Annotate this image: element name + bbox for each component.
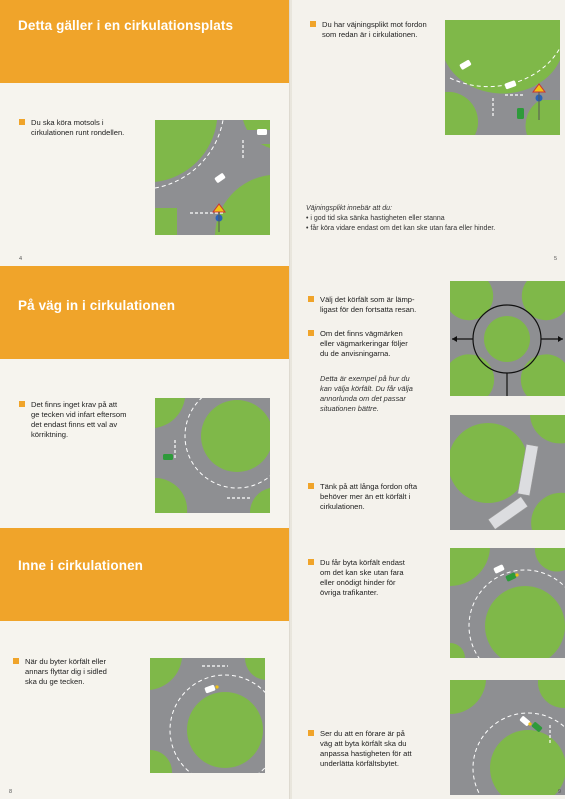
roundabout-illustration-2	[155, 398, 270, 513]
bullet-follow-signs: Om det finns vägmärken eller vägmarkeringar följer du de anvisningarna.	[308, 329, 448, 359]
section-band-1	[0, 0, 290, 83]
bullet-square-icon	[308, 296, 314, 302]
roundabout-illustration-adapt-speed	[450, 680, 565, 795]
yield-definition-item: • i god tid ska sänka hastigheten eller stanna	[306, 215, 445, 222]
bullet-square-icon	[19, 119, 25, 125]
section-heading-3: Inne i cirkulationen	[18, 558, 144, 573]
section-band-3	[0, 528, 290, 621]
bullet-signal-lane-change: När du byter körfält eller annars flyttar dig i sidled ska du ge tecken.	[13, 657, 148, 687]
bullet-square-icon	[19, 401, 25, 407]
bullet-long-vehicles: Tänk på att långa fordon ofta behöver mer än ett körfält i cirkulationen.	[308, 482, 448, 512]
bullet-square-icon	[13, 658, 19, 664]
page-number-9: 9	[558, 789, 562, 795]
yield-definition	[306, 204, 561, 234]
bullet-counterclockwise: Du ska köra motsols i cirkulationen runt rondellen.	[19, 118, 149, 138]
bullet-square-icon	[308, 730, 314, 736]
bullet-no-signal-required: Det finns inget krav på att ge tecken vid infart eftersom det endast finns ett val av körriktning.	[19, 400, 149, 440]
bullet-yield: Du har väjningsplikt mot fordon som redan är i cirkulationen.	[310, 20, 450, 40]
right-page	[292, 0, 565, 799]
roundabout-illustration-lanes	[450, 281, 565, 396]
bullet-square-icon	[308, 559, 314, 565]
section-heading-1: Detta gäller i en cirkulationsplats	[18, 18, 234, 33]
yield-definition-title: Väjningsplikt innebär att du:	[306, 205, 392, 212]
page-number-8: 8	[9, 789, 13, 795]
yield-definition-item: • får köra vidare endast om det kan ske utan fara eller hinder.	[306, 225, 496, 232]
page-number-5: 5	[554, 256, 558, 262]
bullet-square-icon	[308, 483, 314, 489]
roundabout-illustration-3	[150, 658, 265, 773]
bullet-adapt-speed: Ser du att en förare är på väg att byta körfält ska du anpassa hastigheten för att underlätta körfältsbytet.	[308, 729, 448, 769]
bullet-square-icon	[310, 21, 316, 27]
page-number-4: 4	[19, 256, 23, 262]
roundabout-illustration-1	[155, 120, 270, 235]
bullet-choose-lane: Välj det körfält som är lämp- ligast för den fortsatta resan.	[308, 295, 448, 315]
lane-choice-note: Detta är exempel på hur du kan välja körfält. Du får välja annorlunda om det passar situationen bättre.	[320, 374, 413, 413]
bullet-change-lane-safely: Du får byta körfält endast om det kan ske utan fara eller onödigt hinder för övriga trafikanter.	[308, 558, 448, 598]
section-heading-2: På väg in i cirkulationen	[18, 298, 176, 313]
section-band-2	[0, 266, 290, 359]
roundabout-illustration-lane-change	[450, 548, 565, 658]
roundabout-illustration-yield	[445, 20, 560, 135]
bullet-square-icon	[308, 330, 314, 336]
roundabout-illustration-truck	[450, 415, 565, 530]
